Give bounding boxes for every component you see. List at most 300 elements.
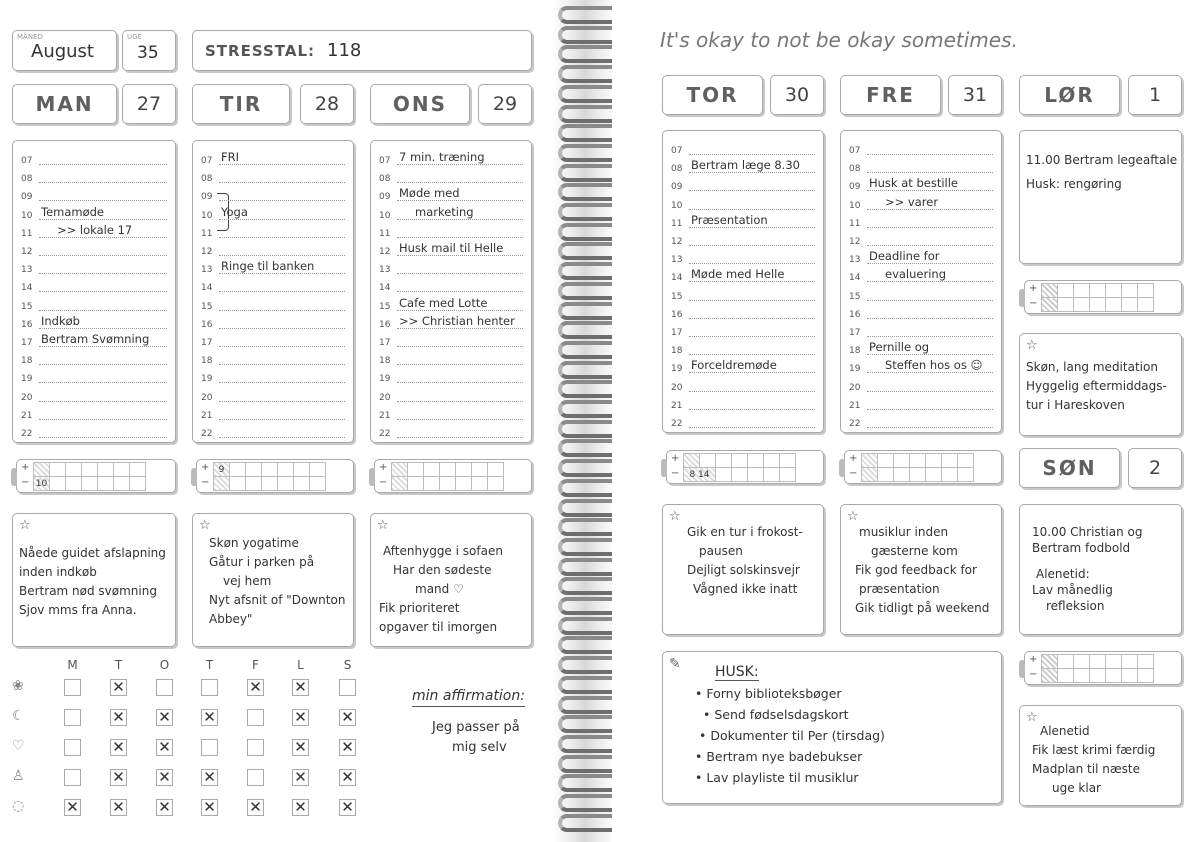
hour-line [39, 310, 167, 311]
tracker-cell[interactable] [81, 476, 98, 491]
hour-label: 20 [21, 392, 33, 403]
habit-checkbox-checked[interactable]: ✕ [292, 709, 309, 726]
hour-row[interactable] [667, 357, 815, 375]
hour-row[interactable] [845, 321, 993, 339]
habit-checkbox-checked[interactable]: ✕ [339, 799, 356, 816]
heart-icon: ♡ [12, 738, 25, 754]
tracker-grid[interactable] [1041, 283, 1153, 311]
tracker-cell[interactable] [1121, 668, 1138, 683]
hour-row[interactable] [17, 313, 167, 331]
tracker-cell[interactable] [941, 467, 958, 482]
month-box[interactable]: MÅNED August [12, 30, 117, 71]
hour-line [397, 328, 523, 329]
hour-line [219, 291, 345, 292]
tracker-cell[interactable] [1041, 654, 1058, 669]
tracker-cell[interactable] [941, 453, 958, 468]
tracker-cell[interactable] [277, 462, 294, 477]
husk-item[interactable]: • Dokumenter til Per (tirsdag) [699, 728, 885, 743]
note-line: Aftenhygge i sofaen [383, 544, 503, 558]
stress-box[interactable] [192, 30, 532, 71]
tracker-cell[interactable] [747, 467, 764, 482]
tracker-cell[interactable] [1073, 668, 1090, 683]
hour-row[interactable] [845, 303, 993, 321]
hour-row[interactable] [17, 276, 167, 294]
hour-row[interactable] [375, 258, 523, 276]
tracker-tor[interactable] [666, 450, 824, 484]
habit-checkbox-checked[interactable]: ✕ [292, 799, 309, 816]
habit-checkbox[interactable] [339, 679, 356, 696]
hour-label: 11 [671, 218, 683, 229]
hour-row[interactable] [667, 139, 815, 157]
schedule-tor[interactable] [662, 130, 824, 433]
tracker-cell[interactable] [861, 453, 878, 468]
tracker-grid[interactable] [33, 462, 145, 490]
tracker-cell[interactable] [861, 467, 878, 482]
notes-fre[interactable] [840, 504, 1002, 635]
hour-row[interactable] [845, 194, 993, 212]
habit-checkbox-checked[interactable]: ✕ [156, 739, 173, 756]
hour-line [689, 427, 815, 428]
hour-row[interactable] [845, 139, 993, 157]
husk-box[interactable] [662, 651, 1002, 804]
hour-row[interactable] [667, 303, 815, 321]
schedule-fre[interactable] [840, 130, 1002, 433]
tracker-cell[interactable] [957, 467, 974, 482]
hour-row[interactable] [17, 204, 167, 222]
habit-checkbox-checked[interactable]: ✕ [201, 769, 218, 786]
tracker-cell[interactable] [1121, 654, 1138, 669]
hour-row[interactable] [17, 331, 167, 349]
habit-checkbox[interactable] [156, 679, 173, 696]
hour-row[interactable] [17, 386, 167, 404]
note-line: Fik god feedback for [855, 563, 977, 577]
hour-row[interactable] [197, 367, 345, 385]
hour-row[interactable] [845, 339, 993, 357]
star-icon: ☆ [19, 518, 31, 533]
hour-label: 19 [671, 364, 683, 375]
habit-checkbox-checked[interactable]: ✕ [110, 739, 127, 756]
schedule-line: 11.00 Bertram legeaftale [1026, 153, 1178, 167]
husk-item[interactable]: • Lav playliste til musiklur [695, 770, 859, 785]
tracker-cell[interactable] [49, 462, 66, 477]
hour-row[interactable] [17, 149, 167, 167]
note-line: Vågned ikke inatt [693, 582, 798, 596]
hour-row[interactable] [17, 258, 167, 276]
habit-checkbox-checked[interactable]: ✕ [292, 769, 309, 786]
tracker-cell[interactable] [1057, 668, 1074, 683]
tracker-cell[interactable] [471, 462, 488, 477]
hour-row[interactable] [197, 313, 345, 331]
hour-label: 07 [849, 146, 861, 156]
tracker-cell[interactable] [893, 453, 910, 468]
hour-row[interactable] [667, 212, 815, 230]
tracker-cell[interactable] [1105, 297, 1122, 312]
tracker-cell[interactable] [779, 467, 796, 482]
tracker-cell[interactable]: 8 14 [683, 467, 716, 482]
notes-son[interactable] [1019, 705, 1182, 806]
hour-row[interactable] [197, 422, 345, 440]
tracker-cell[interactable] [261, 462, 278, 477]
hour-row[interactable] [845, 212, 993, 230]
hour-line [689, 318, 815, 319]
tracker-cell[interactable] [423, 476, 440, 491]
hour-row[interactable] [375, 222, 523, 240]
hour-line [397, 164, 523, 165]
hour-row[interactable] [667, 157, 815, 175]
hour-row[interactable] [197, 386, 345, 404]
schedule-ons[interactable] [370, 140, 532, 443]
tracker-cell[interactable] [1057, 283, 1074, 298]
hour-row[interactable] [845, 357, 993, 375]
hour-row[interactable] [197, 240, 345, 258]
tracker-cell[interactable] [455, 476, 472, 491]
habit-checkbox[interactable] [64, 739, 81, 756]
tracker-cell[interactable] [699, 453, 716, 468]
hour-row[interactable] [845, 266, 993, 284]
hour-line [689, 372, 815, 373]
tracker-cell[interactable] [1041, 297, 1058, 312]
hour-row[interactable] [17, 295, 167, 313]
tracker-cell[interactable] [747, 453, 764, 468]
hour-row[interactable] [845, 157, 993, 175]
tracker-cell[interactable] [33, 462, 50, 477]
hour-row[interactable] [17, 240, 167, 258]
hour-row[interactable] [17, 422, 167, 440]
tracker-minus: − [849, 468, 858, 479]
tracker-grid[interactable] [391, 462, 503, 490]
day-num-tir: 28 [300, 84, 354, 124]
hour-row[interactable] [845, 376, 993, 394]
hour-label: 15 [849, 291, 861, 302]
hour-entry: Husk mail til Helle [399, 241, 504, 255]
tracker-cell[interactable] [957, 453, 974, 468]
hour-label: 10 [21, 210, 33, 221]
tracker-man[interactable] [16, 459, 176, 493]
hour-row[interactable] [667, 376, 815, 394]
tracker-cell[interactable] [1137, 668, 1154, 683]
tracker-cell[interactable] [293, 462, 310, 477]
day-label-ons: ONS [370, 84, 470, 124]
tracker-cell[interactable] [407, 462, 424, 477]
tracker-grid[interactable] [1041, 654, 1153, 682]
tracker-cell[interactable] [877, 467, 894, 482]
habit-checkbox[interactable] [64, 769, 81, 786]
note-line: Skøn, lang meditation [1026, 360, 1158, 374]
hour-row[interactable] [197, 331, 345, 349]
habit-checkbox-checked[interactable]: ✕ [339, 739, 356, 756]
schedule-man[interactable] [12, 140, 176, 443]
tracker-cell[interactable]: 10 [33, 476, 50, 491]
tracker-cell[interactable] [81, 462, 98, 477]
hour-row[interactable] [375, 149, 523, 167]
hour-label: 18 [671, 346, 683, 357]
tracker-cell[interactable] [113, 462, 130, 477]
tracker-fre[interactable] [844, 450, 1002, 484]
tracker-cell[interactable] [763, 453, 780, 468]
tracker-cell[interactable] [715, 453, 732, 468]
tracker-cell[interactable] [731, 467, 748, 482]
habit-checkbox[interactable] [201, 679, 218, 696]
hour-line [219, 255, 345, 256]
habit-checkbox-checked[interactable]: ✕ [64, 799, 81, 816]
habit-checkbox-checked[interactable]: ✕ [292, 739, 309, 756]
habit-checkbox-checked[interactable]: ✕ [201, 799, 218, 816]
tracker-cell[interactable] [455, 462, 472, 477]
hour-row[interactable] [375, 295, 523, 313]
tracker-cell[interactable] [439, 476, 456, 491]
tracker-cell[interactable] [1057, 654, 1074, 669]
tracker-cell[interactable] [1089, 668, 1106, 683]
habit-checkbox[interactable] [247, 769, 264, 786]
note-line: tur i Hareskoven [1026, 398, 1125, 412]
note-line: musiklur inden [859, 525, 949, 539]
tracker-cell[interactable] [909, 453, 926, 468]
hour-row[interactable] [197, 404, 345, 422]
star-icon: ☆ [669, 509, 681, 524]
hour-row[interactable] [375, 422, 523, 440]
husk-item[interactable]: • Forny biblioteksbøger [695, 686, 842, 701]
tracker-cell[interactable] [487, 476, 504, 491]
hour-row[interactable] [197, 185, 345, 203]
hour-line [39, 291, 167, 292]
person-icon: ♙ [12, 768, 25, 784]
hour-entry: Pernille og [869, 340, 930, 355]
hour-row[interactable] [667, 394, 815, 412]
tracker-cell[interactable] [391, 462, 408, 477]
hour-row[interactable] [375, 367, 523, 385]
hour-row[interactable] [375, 276, 523, 294]
tracker-cell[interactable] [925, 467, 942, 482]
note-line: Nåede guidet afslapning [19, 546, 166, 560]
note-line: Gåtur i parken på [209, 555, 315, 569]
hour-row[interactable] [667, 175, 815, 193]
hour-line [39, 182, 167, 183]
tracker-cell[interactable] [731, 453, 748, 468]
hour-entry: Forceldremøde [691, 358, 777, 373]
tracker-cell[interactable] [97, 476, 114, 491]
tracker-grid[interactable] [683, 453, 795, 481]
tracker-cell[interactable] [391, 476, 408, 491]
hour-row[interactable] [375, 313, 523, 331]
tracker-cell[interactable] [1105, 668, 1122, 683]
hour-label: 21 [849, 400, 861, 411]
tracker-cell[interactable] [779, 453, 796, 468]
tracker-lor[interactable] [1024, 280, 1182, 314]
hour-row[interactable] [375, 404, 523, 422]
habit-checkbox-checked[interactable]: ✕ [292, 679, 309, 696]
hour-row[interactable] [667, 248, 815, 266]
hour-row[interactable] [667, 412, 815, 430]
hour-row[interactable] [17, 222, 167, 240]
notes-lor[interactable] [1019, 333, 1182, 436]
husk-item[interactable]: • Send fødselsdagskort [703, 707, 849, 722]
notes-tir[interactable] [192, 513, 354, 647]
hour-line [689, 336, 815, 337]
tracker-cell[interactable] [293, 476, 310, 491]
tracker-tir[interactable] [196, 459, 354, 493]
husk-item[interactable]: • Bertram nye badebukser [695, 749, 863, 764]
tracker-cell[interactable] [261, 476, 278, 491]
habit-checkbox-checked[interactable]: ✕ [156, 799, 173, 816]
tracker-ons[interactable] [374, 459, 532, 493]
tracker-cell[interactable] [65, 476, 82, 491]
hour-row[interactable] [845, 248, 993, 266]
tracker-cell[interactable] [925, 453, 942, 468]
hour-row[interactable] [375, 386, 523, 404]
hour-row[interactable] [197, 149, 345, 167]
week-box[interactable]: UGE 35 [122, 30, 176, 71]
hour-row[interactable] [197, 349, 345, 367]
hour-row[interactable] [375, 349, 523, 367]
hour-row[interactable] [17, 349, 167, 367]
hour-row[interactable] [667, 230, 815, 248]
hour-row[interactable] [197, 258, 345, 276]
hour-row[interactable] [17, 367, 167, 385]
habit-checkbox-checked[interactable]: ✕ [339, 769, 356, 786]
tracker-son[interactable] [1024, 651, 1182, 685]
hour-row[interactable] [375, 167, 523, 185]
tracker-cell[interactable] [1041, 668, 1058, 683]
schedule-lor[interactable] [1019, 130, 1182, 264]
tracker-cell[interactable] [763, 467, 780, 482]
tracker-grid[interactable] [861, 453, 973, 481]
tracker-cell[interactable] [1137, 297, 1154, 312]
hour-row[interactable] [667, 194, 815, 212]
tracker-cell[interactable] [129, 476, 146, 491]
tracker-plus: + [21, 462, 30, 473]
habit-checkbox[interactable] [247, 709, 264, 726]
habit-checkbox[interactable] [64, 709, 81, 726]
hour-row[interactable] [375, 185, 523, 203]
hour-row[interactable] [845, 230, 993, 248]
tracker-cell[interactable] [407, 476, 424, 491]
habit-checkbox-checked[interactable]: ✕ [110, 679, 127, 696]
habit-checkbox-checked[interactable]: ✕ [110, 799, 127, 816]
hour-label: 11 [849, 218, 861, 229]
tracker-cell[interactable] [129, 462, 146, 477]
tracker-cell[interactable] [1137, 654, 1154, 669]
tracker-cell[interactable] [1089, 283, 1106, 298]
tracker-cell[interactable] [1073, 283, 1090, 298]
tracker-cell[interactable] [1089, 654, 1106, 669]
tracker-cell[interactable] [229, 462, 246, 477]
habit-checkbox-checked[interactable]: ✕ [247, 799, 264, 816]
habit-checkbox-checked[interactable]: ✕ [156, 769, 173, 786]
hour-row[interactable] [845, 412, 993, 430]
habit-checkbox[interactable] [64, 679, 81, 696]
note-line: Dejligt solskinsvejr [687, 563, 800, 577]
tracker-cell[interactable] [683, 453, 700, 468]
tracker-cell[interactable] [65, 462, 82, 477]
habit-checkbox-checked[interactable]: ✕ [110, 709, 127, 726]
hour-row[interactable] [197, 222, 345, 240]
tracker-cell[interactable] [1137, 283, 1154, 298]
tracker-cell[interactable] [715, 467, 732, 482]
tracker-cell[interactable] [1073, 654, 1090, 669]
hour-row[interactable] [197, 167, 345, 185]
habit-col-label: S [343, 658, 352, 672]
habit-checkbox[interactable] [201, 739, 218, 756]
tracker-cell[interactable] [471, 476, 488, 491]
tracker-cell[interactable] [245, 476, 262, 491]
notes-tor[interactable] [662, 504, 824, 635]
tracker-cell[interactable] [1105, 283, 1122, 298]
hour-row[interactable] [845, 285, 993, 303]
hour-label: 18 [379, 356, 391, 367]
hour-label: 10 [849, 200, 861, 211]
hour-row[interactable] [375, 204, 523, 222]
hour-row[interactable] [17, 404, 167, 422]
hour-row[interactable] [17, 185, 167, 203]
tracker-cell[interactable] [1041, 283, 1058, 298]
tracker-cell[interactable] [909, 467, 926, 482]
schedule-son[interactable] [1019, 504, 1182, 635]
tracker-cell[interactable] [1121, 297, 1138, 312]
hour-row[interactable] [667, 285, 815, 303]
habit-checkbox-checked[interactable]: ✕ [201, 709, 218, 726]
day-num-son: 2 [1128, 448, 1182, 488]
hour-row[interactable] [375, 331, 523, 349]
hour-row[interactable] [845, 175, 993, 193]
hour-entry: Temamøde [41, 204, 105, 219]
hour-row[interactable] [17, 167, 167, 185]
tracker-cell[interactable] [309, 462, 326, 477]
hour-row[interactable] [197, 204, 345, 222]
hour-row[interactable] [197, 295, 345, 313]
tracker-cell[interactable] [1073, 297, 1090, 312]
tracker-cell[interactable] [213, 476, 230, 491]
tracker-cell[interactable] [893, 467, 910, 482]
tracker-cell[interactable] [1105, 654, 1122, 669]
tracker-grid[interactable] [213, 462, 325, 490]
hour-label: 18 [849, 346, 861, 357]
tracker-cell[interactable] [1089, 297, 1106, 312]
hour-row[interactable] [667, 266, 815, 284]
habit-checkbox-checked[interactable]: ✕ [247, 679, 264, 696]
notes-ons[interactable] [370, 513, 532, 647]
hour-row[interactable] [197, 276, 345, 294]
tracker-cell[interactable] [245, 462, 262, 477]
schedule-tir[interactable] [192, 140, 354, 443]
tracker-cell[interactable] [439, 462, 456, 477]
hour-label: 17 [21, 338, 33, 348]
hour-row[interactable] [667, 339, 815, 357]
hour-label: 12 [849, 237, 861, 247]
tracker-cell[interactable] [309, 476, 326, 491]
tracker-cell[interactable] [113, 476, 130, 491]
tracker-cell[interactable] [97, 462, 114, 477]
tracker-cell[interactable] [487, 462, 504, 477]
tracker-cell[interactable] [49, 476, 66, 491]
tracker-cell[interactable] [277, 476, 294, 491]
habit-checkbox-checked[interactable]: ✕ [156, 709, 173, 726]
hour-label: 21 [201, 410, 213, 421]
tracker-cell[interactable]: 9 [213, 462, 230, 477]
hour-label: 08 [671, 164, 683, 175]
tracker-cell[interactable] [1057, 297, 1074, 312]
habit-checkbox-checked[interactable]: ✕ [110, 769, 127, 786]
tracker-cell[interactable] [877, 453, 894, 468]
notes-man[interactable] [12, 513, 176, 647]
hour-row[interactable] [845, 394, 993, 412]
tracker-cell[interactable] [1121, 283, 1138, 298]
habit-checkbox[interactable] [247, 739, 264, 756]
tracker-cell[interactable] [423, 462, 440, 477]
tracker-cell[interactable] [229, 476, 246, 491]
habit-checkbox-checked[interactable]: ✕ [339, 709, 356, 726]
hour-row[interactable] [375, 240, 523, 258]
hour-row[interactable] [667, 321, 815, 339]
